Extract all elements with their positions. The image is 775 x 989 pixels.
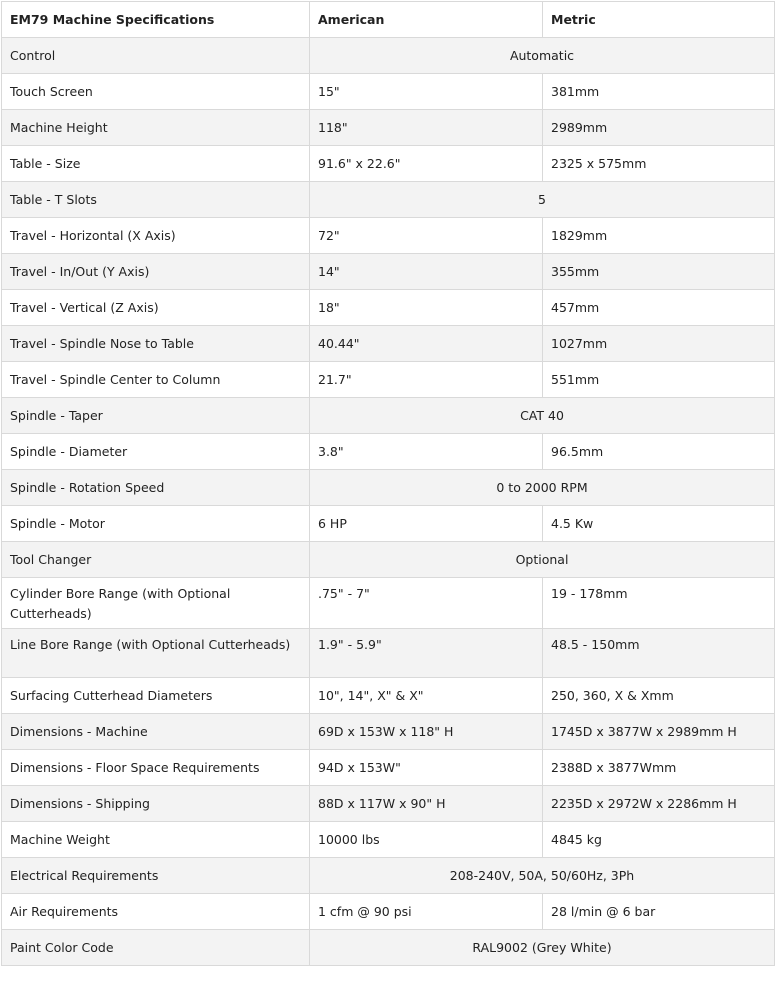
spec-value-metric: 2235D x 2972W x 2286mm H (543, 786, 775, 822)
table-row (2, 470, 775, 506)
spec-label: Dimensions - Shipping (2, 786, 310, 822)
spec-label: Line Bore Range (with Optional Cutterheads) (2, 629, 310, 678)
spec-label: Spindle - Diameter (2, 434, 310, 470)
spec-value-metric: 457mm (543, 290, 775, 326)
spec-value-american: .75" - 7" (310, 578, 543, 629)
spec-value-shared: 0 to 2000 RPM (310, 470, 775, 506)
spec-value-metric: 4845 kg (543, 822, 775, 858)
spec-label: Machine Height (2, 110, 310, 146)
spec-value-metric: 381mm (543, 74, 775, 110)
spec-label: Touch Screen (2, 74, 310, 110)
spec-value-american: 69D x 153W x 118" H (310, 714, 543, 750)
spec-value-metric: 1027mm (543, 326, 775, 362)
spec-label: Dimensions - Floor Space Requirements (2, 750, 310, 786)
table-row (2, 542, 775, 578)
table-row (2, 182, 775, 218)
spec-value-metric: 96.5mm (543, 434, 775, 470)
table-row (2, 714, 775, 750)
table-row (2, 578, 775, 629)
spec-value-american: 21.7" (310, 362, 543, 398)
table-header (2, 2, 775, 38)
specifications-table (1, 1, 775, 966)
table-row (2, 506, 775, 542)
table-row (2, 110, 775, 146)
spec-value-american: 10", 14", X" & X" (310, 678, 543, 714)
spec-value-shared: Automatic (310, 38, 775, 74)
table-row (2, 822, 775, 858)
spec-value-american: 118" (310, 110, 543, 146)
spec-value-american: 91.6" x 22.6" (310, 146, 543, 182)
table-row (2, 858, 775, 894)
table-row (2, 218, 775, 254)
header-metric: Metric (543, 2, 775, 38)
spec-label: Spindle - Rotation Speed (2, 470, 310, 506)
header-specifications: EM79 Machine Specifications (2, 2, 310, 38)
spec-label: Table - Size (2, 146, 310, 182)
table-row (2, 786, 775, 822)
spec-label: Tool Changer (2, 542, 310, 578)
spec-value-shared: Optional (310, 542, 775, 578)
spec-value-metric: 2989mm (543, 110, 775, 146)
spec-value-metric: 19 - 178mm (543, 578, 775, 629)
spec-label: Electrical Requirements (2, 858, 310, 894)
spec-label: Travel - In/Out (Y Axis) (2, 254, 310, 290)
spec-value-american: 18" (310, 290, 543, 326)
spec-value-metric: 1829mm (543, 218, 775, 254)
spec-value-metric: 551mm (543, 362, 775, 398)
spec-value-metric: 2325 x 575mm (543, 146, 775, 182)
table-row (2, 434, 775, 470)
spec-label: Control (2, 38, 310, 74)
spec-value-metric: 355mm (543, 254, 775, 290)
spec-label: Spindle - Motor (2, 506, 310, 542)
spec-value-american: 14" (310, 254, 543, 290)
spec-label: Surfacing Cutterhead Diameters (2, 678, 310, 714)
spec-label: Travel - Horizontal (X Axis) (2, 218, 310, 254)
table-row (2, 290, 775, 326)
spec-value-metric: 1745D x 3877W x 2989mm H (543, 714, 775, 750)
table-row (2, 629, 775, 678)
table-row (2, 362, 775, 398)
spec-value-shared: CAT 40 (310, 398, 775, 434)
table-row (2, 38, 775, 74)
spec-value-shared: 208-240V, 50A, 50/60Hz, 3Ph (310, 858, 775, 894)
spec-value-american: 10000 lbs (310, 822, 543, 858)
table-row (2, 678, 775, 714)
spec-value-american: 94D x 153W" (310, 750, 543, 786)
spec-value-metric: 2388D x 3877Wmm (543, 750, 775, 786)
table-row (2, 930, 775, 966)
table-body (2, 38, 775, 966)
spec-value-shared: RAL9002 (Grey White) (310, 930, 775, 966)
spec-label: Travel - Spindle Nose to Table (2, 326, 310, 362)
table-row (2, 146, 775, 182)
spec-value-american: 40.44" (310, 326, 543, 362)
spec-value-metric: 250, 360, X & Xmm (543, 678, 775, 714)
spec-value-american: 15" (310, 74, 543, 110)
spec-value-american: 72" (310, 218, 543, 254)
spec-value-american: 6 HP (310, 506, 543, 542)
spec-label: Travel - Spindle Center to Column (2, 362, 310, 398)
spec-label: Spindle - Taper (2, 398, 310, 434)
table-row (2, 326, 775, 362)
spec-value-metric: 48.5 - 150mm (543, 629, 775, 678)
spec-value-american: 1 cfm @ 90 psi (310, 894, 543, 930)
table-row (2, 398, 775, 434)
spec-value-american: 88D x 117W x 90" H (310, 786, 543, 822)
spec-label: Paint Color Code (2, 930, 310, 966)
spec-label: Table - T Slots (2, 182, 310, 218)
spec-label: Travel - Vertical (Z Axis) (2, 290, 310, 326)
spec-label: Dimensions - Machine (2, 714, 310, 750)
spec-label: Air Requirements (2, 894, 310, 930)
spec-value-shared: 5 (310, 182, 775, 218)
spec-label: Machine Weight (2, 822, 310, 858)
spec-label: Cylinder Bore Range (with Optional Cutterheads) (2, 578, 310, 629)
header-american: American (310, 2, 543, 38)
table-row (2, 74, 775, 110)
table-row (2, 750, 775, 786)
spec-value-american: 3.8" (310, 434, 543, 470)
spec-value-american: 1.9" - 5.9" (310, 629, 543, 678)
table-row (2, 894, 775, 930)
table-row (2, 254, 775, 290)
header-row (2, 2, 775, 38)
spec-value-metric: 4.5 Kw (543, 506, 775, 542)
spec-value-metric: 28 l/min @ 6 bar (543, 894, 775, 930)
